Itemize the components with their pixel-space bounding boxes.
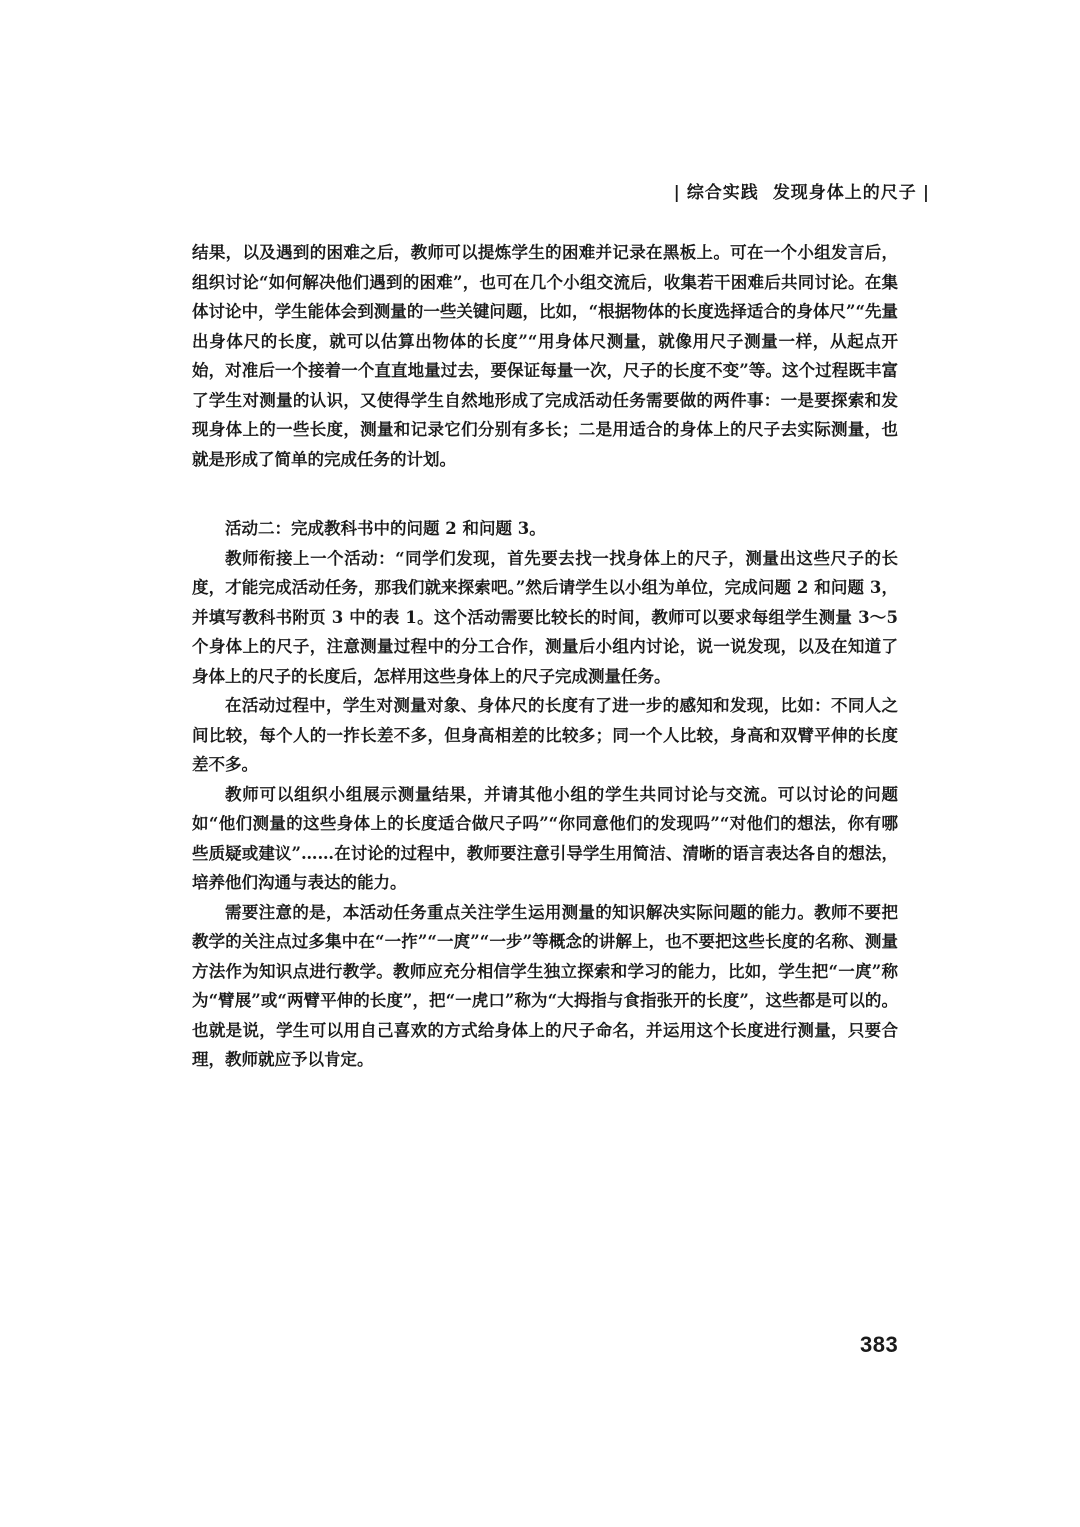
activity-title: 活动二：完成教科书中的问题 2 和问题 3。 bbox=[225, 519, 546, 538]
running-header bbox=[668, 178, 936, 203]
paragraph: 教师可以组织小组展示测量结果，并请其他小组的学生共同讨论与交流。可以讨论的问题如“他们测量的这些身体上的长度适合做尺子吗”“你同意他们的发现吗”“对他们的想法，你有哪些质疑或建议”……在讨论的过程中，教师要注意引导学生用简洁、清晰的语言表达各自的想法，培养他们沟通与表达的能力。 bbox=[192, 784, 898, 892]
paragraph: 教师衔接上一个活动：“同学们发现，首先要去找一找身体上的尺子，测量出这些尺子的长度，才能完成活动任务，那我们就来探索吧。”然后请学生以小组为单位，完成问题 2 和问题 3，并填写教科书附页 3 中的表 1。这个活动需要比较长的时间，教师可以要求每组学生测量 3～5 个身体上的尺子，注意测量过程中的分工合作，测量后小组内讨论，说一说发现，以及在知道了身体上的尺子的长度后，怎样用这些身体上的尺子完成测量任务。 bbox=[192, 548, 898, 686]
body-text bbox=[192, 238, 898, 1075]
paragraph: 需要注意的是，本活动任务重点关注学生运用测量的知识解决实际问题的能力。教师不要把教学的关注点过多集中在“一拃”“一庹”“一步”等概念的讲解上，也不要把这些长度的名称、测量方法作为知识点进行教学。教师应充分相信学生独立探索和学习的能力，比如，学生把“一庹”称为“臂展”或“两臂平伸的长度”，把“一虎口”称为“大拇指与食指张开的长度”，这些都是可以的。也就是说，学生可以用自己喜欢的方式给身体上的尺子命名，并运用这个长度进行测量，只要合理，教师就应予以肯定。 bbox=[192, 902, 898, 1069]
page-number: 383 bbox=[860, 1332, 899, 1357]
header-title: 发现身体上的尺子 bbox=[772, 183, 917, 203]
header-divider-right: | bbox=[922, 183, 930, 203]
header-section: 综合实践 bbox=[686, 183, 759, 203]
paragraph: 在活动过程中，学生对测量对象、身体尺的长度有了进一步的感知和发现，比如：不同人之间比较，每个人的一拃长差不多，但身高相差的比较多；同一个人比较，身高和双臂平伸的长度差不多。 bbox=[192, 696, 898, 774]
paragraph-continuation: 结果，以及遇到的困难之后，教师可以提炼学生的困难并记录在黑板上。可在一个小组发言后，组织讨论“如何解决他们遇到的困难”，也可在几个小组交流后，收集若干困难后共同讨论。在集体讨论中，学生能体会到测量的一些关键问题，比如，“根据物体的长度选择适合的身体尺”“先量出身体尺的长度，就可以估算出物体的长度”“用身体尺测量，就像用尺子测量一样，从起点开始，对准后一个接着一个直直地量过去，要保证每量一次，尺子的长度不变”等。这个过程既丰富了学生对测量的认识，又使得学生自然地形成了完成活动任务需要做的两件事：一是要探索和发现身体上的一些长度，测量和记录它们分别有多长；二是用适合的身体上的尺子去实际测量，也就是形成了简单的完成任务的计划。 bbox=[192, 243, 898, 469]
header-divider-left: | bbox=[673, 183, 681, 203]
